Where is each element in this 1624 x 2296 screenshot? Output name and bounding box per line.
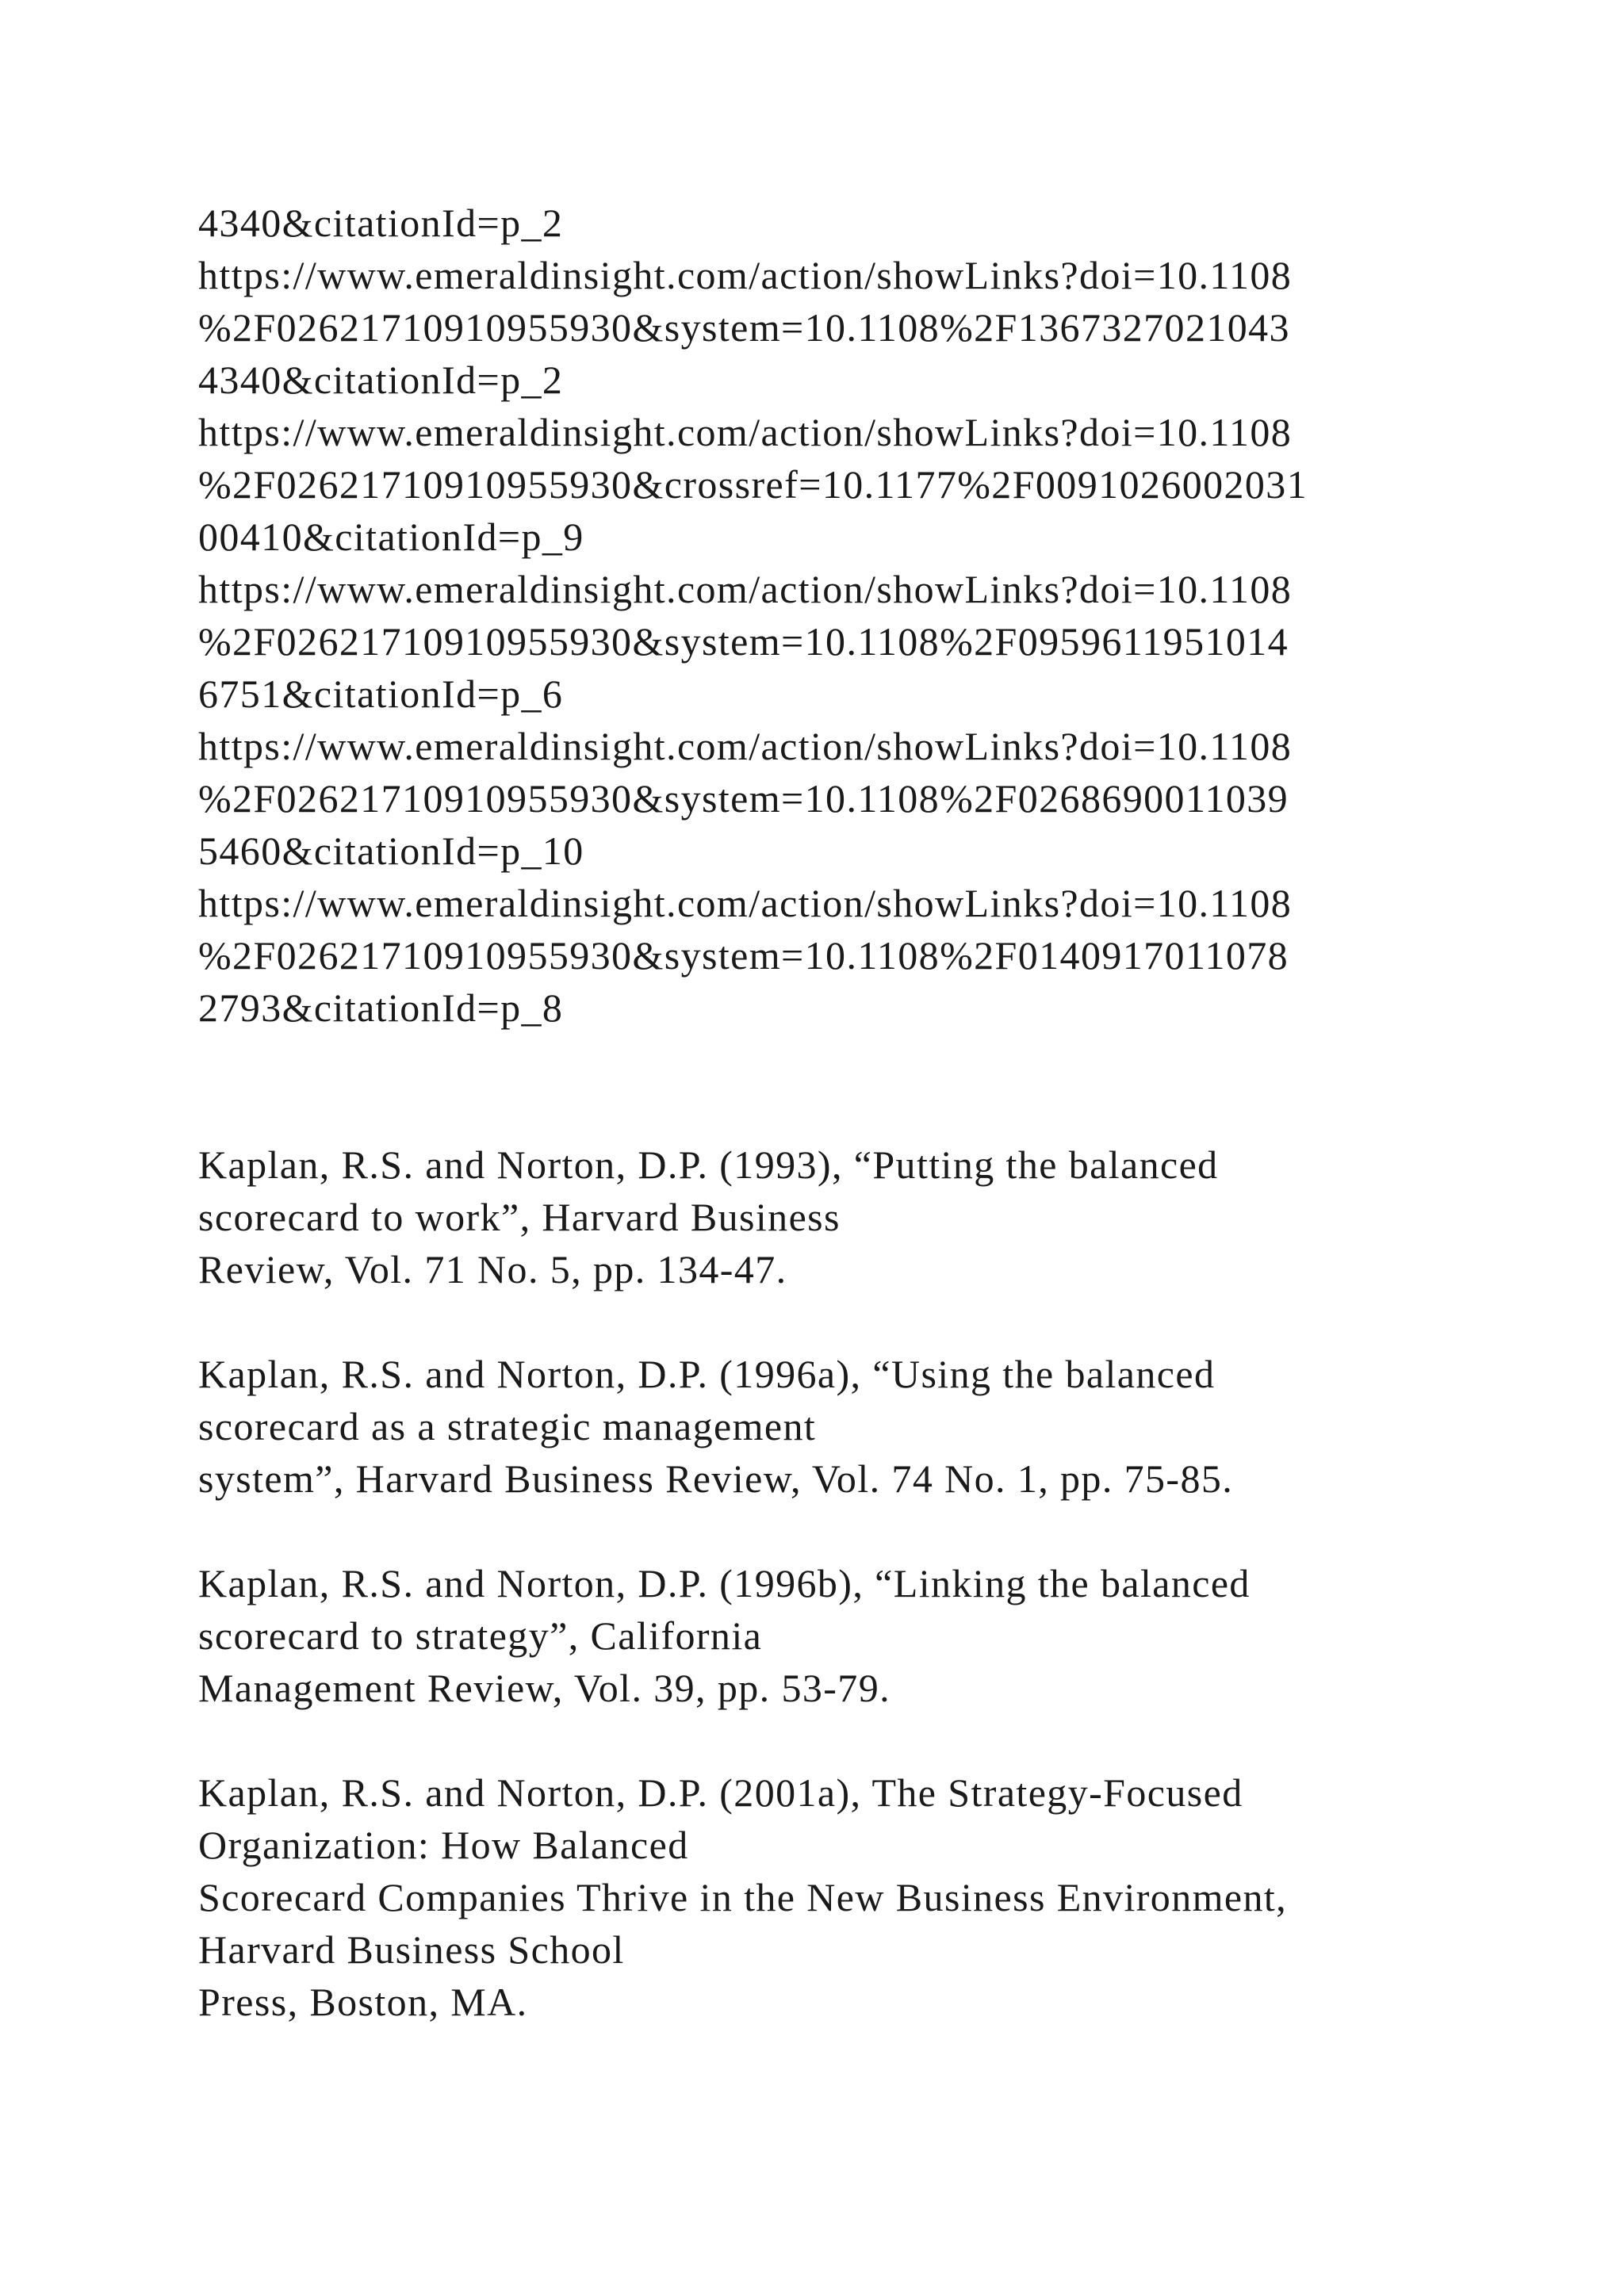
reference-line: scorecard as a strategic management (198, 1404, 817, 1448)
link-text-line[interactable]: %2F02621710910955930&system=10.1108%2F1367327021043 (198, 305, 1290, 350)
reference-list (198, 1138, 1562, 2028)
reference-line: scorecard to work”, Harvard Business (198, 1195, 841, 1239)
link-text-line[interactable]: 00410&citationId=p_9 (198, 515, 584, 559)
link-text-line[interactable]: %2F02621710910955930&system=10.1108%2F0959611951014 (198, 619, 1289, 664)
reference-entry (198, 1766, 1562, 2028)
reference-entry (198, 1557, 1562, 1714)
reference-line: system”, Harvard Business Review, Vol. 74 No. 1, pp. 75-85. (198, 1456, 1234, 1501)
link-text-line[interactable]: 6751&citationId=p_6 (198, 672, 564, 716)
reference-line: scorecard to strategy”, California (198, 1613, 763, 1658)
reference-entry (198, 1348, 1562, 1505)
link-text-line[interactable]: 2793&citationId=p_8 (198, 985, 564, 1030)
reference-entry (198, 1138, 1562, 1295)
reference-line: Press, Boston, MA. (198, 1980, 528, 2024)
link-text-line[interactable]: 5460&citationId=p_10 (198, 828, 584, 873)
link-text-line[interactable]: %2F02621710910955930&system=10.1108%2F0268690011039 (198, 776, 1289, 821)
link-text-line[interactable]: https://www.emeraldinsight.com/action/showLinks?doi=10.1108 (198, 567, 1293, 611)
reference-line: Kaplan, R.S. and Norton, D.P. (1996b), “Linking the balanced (198, 1561, 1251, 1605)
link-text-line[interactable]: https://www.emeraldinsight.com/action/showLinks?doi=10.1108 (198, 253, 1293, 297)
link-text-line[interactable]: 4340&citationId=p_2 (198, 201, 564, 245)
link-text-line[interactable]: 4340&citationId=p_2 (198, 358, 564, 402)
link-text-line[interactable]: https://www.emeraldinsight.com/action/showLinks?doi=10.1108 (198, 724, 1293, 768)
document-page (198, 197, 1562, 2080)
reference-line: Harvard Business School (198, 1927, 625, 1972)
reference-line: Kaplan, R.S. and Norton, D.P. (2001a), The Strategy-Focused (198, 1770, 1243, 1815)
link-text-line[interactable]: %2F02621710910955930&crossref=10.1177%2F0091026002031 (198, 462, 1308, 507)
reference-line: Review, Vol. 71 No. 5, pp. 134-47. (198, 1247, 787, 1292)
reference-line: Kaplan, R.S. and Norton, D.P. (1996a), “Using the balanced (198, 1352, 1216, 1396)
reference-line: Kaplan, R.S. and Norton, D.P. (1993), “Putting the balanced (198, 1142, 1219, 1187)
citation-links-block (198, 197, 1562, 1034)
link-text-line[interactable]: https://www.emeraldinsight.com/action/showLinks?doi=10.1108 (198, 410, 1293, 454)
link-text-line[interactable]: https://www.emeraldinsight.com/action/showLinks?doi=10.1108 (198, 881, 1293, 925)
reference-line: Management Review, Vol. 39, pp. 53-79. (198, 1666, 891, 1710)
link-text-line[interactable]: %2F02621710910955930&system=10.1108%2F0140917011078 (198, 933, 1289, 978)
reference-line: Scorecard Companies Thrive in the New Business Environment, (198, 1875, 1288, 1919)
reference-line: Organization: How Balanced (198, 1823, 689, 1867)
